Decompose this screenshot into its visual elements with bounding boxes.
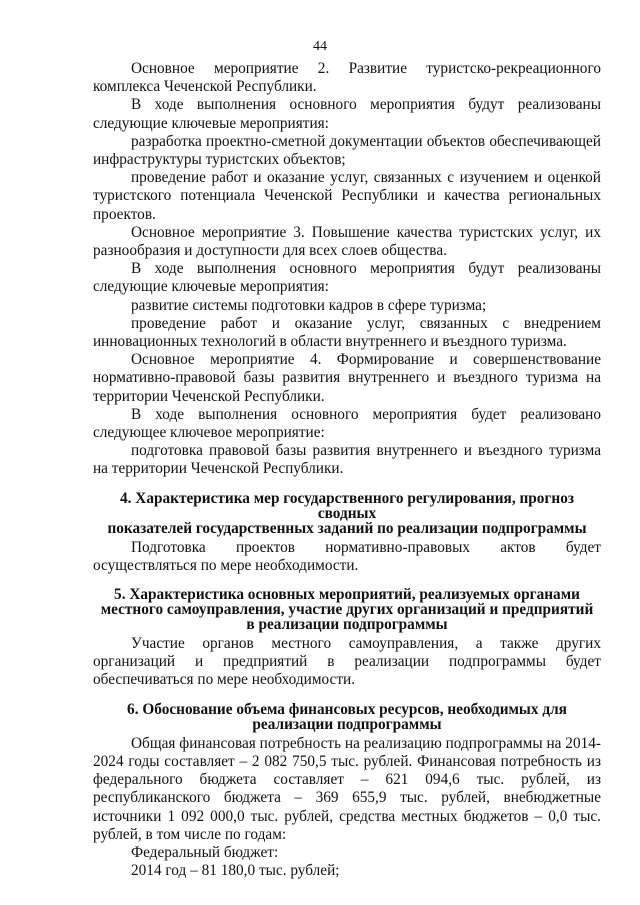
- heading-line: в реализации подпрограммы: [246, 616, 448, 634]
- paragraph: Основное мероприятие 4. Формирование и совершенствование нормативно-правовой базы развития внутреннего и въездного туризма на территории Чеченской Республики.: [93, 351, 601, 405]
- section-5-text: Участие органов местного самоуправления, а также других организаций и предприятий в реализации подпрограммы будет обеспечиваться по мере необходимости.: [93, 635, 601, 689]
- paragraph: В ходе выполнения основного мероприятия будет реализовано следующее ключевое мероприятие:: [93, 405, 601, 442]
- section-4-text: Подготовка проектов нормативно-правовых актов будет осуществляться по мере необходимости.: [93, 538, 601, 574]
- federal-budget-label: Федеральный бюджет:: [131, 843, 279, 861]
- paragraph: проведение работ и оказание услуг, связанных с внедрением инновационных технологий в области внутреннего и въездного туризма.: [93, 314, 601, 351]
- year-2014-amount: 2014 год – 81 180,0 тыс. рублей;: [131, 862, 340, 880]
- document-body: [93, 60, 601, 880]
- paragraph: В ходе выполнения основного мероприятия будут реализованы следующие ключевые мероприятия:: [93, 260, 601, 296]
- heading-line: реализации подпрограммы: [252, 715, 442, 733]
- section-5-heading: [93, 587, 601, 632]
- heading-line: местного самоуправления, участие других организаций и предприятий: [100, 601, 594, 619]
- section-4-heading: [93, 491, 601, 536]
- paragraph: разработка проектно-сметной документации объектов обеспечивающей инфраструктуры туристских объектов;: [93, 132, 601, 169]
- heading-line: показателей государственных заданий по реализации подпрограммы: [107, 519, 587, 537]
- heading-line: 6. Обоснование объема финансовых ресурсов, необходимых для: [127, 700, 567, 718]
- heading-line: 4. Характеристика мер государственного регулирования, прогноз сводных: [119, 489, 574, 522]
- page-number: 44: [313, 39, 327, 54]
- paragraph: подготовка правовой базы развития внутреннего и въездного туризма на территории Чеченской Республики.: [93, 442, 601, 478]
- paragraph: развитие системы подготовки кадров в сфере туризма;: [131, 296, 487, 314]
- paragraph: Основное мероприятие 3. Повышение качества туристских услуг, их разнообразия и доступности для всех слоев общества.: [93, 223, 601, 260]
- section-6-heading: [93, 702, 601, 732]
- paragraph: В ходе выполнения основного мероприятия будут реализованы следующие ключевые мероприятия:: [93, 96, 601, 132]
- paragraph: проведение работ и оказание услуг, связанных с изучением и оценкой туристского потенциала Чеченской Республики и качества региональных проектов.: [93, 169, 601, 223]
- paragraph: Основное мероприятие 2. Развитие туристско-рекреационного комплекса Чеченской Республики.: [93, 60, 601, 96]
- section-6-text: Общая финансовая потребность на реализацию подпрограммы на 2014-2024 годы составляет – 2 082 750,5 тыс. рублей. Финансовая потребность из федерального бюджета составляет – 621 094,6 тыс. рублей, из республиканского бюджета – 369 655,9 тыс. рублей, внебюджетные источники 1 092 000,0 тыс. рублей, средства местных бюджетов – 0,0 тыс. рублей, в том числе по годам:: [93, 734, 601, 843]
- heading-line: 5. Характеристика основных мероприятий, реализуемых органами: [114, 586, 580, 604]
